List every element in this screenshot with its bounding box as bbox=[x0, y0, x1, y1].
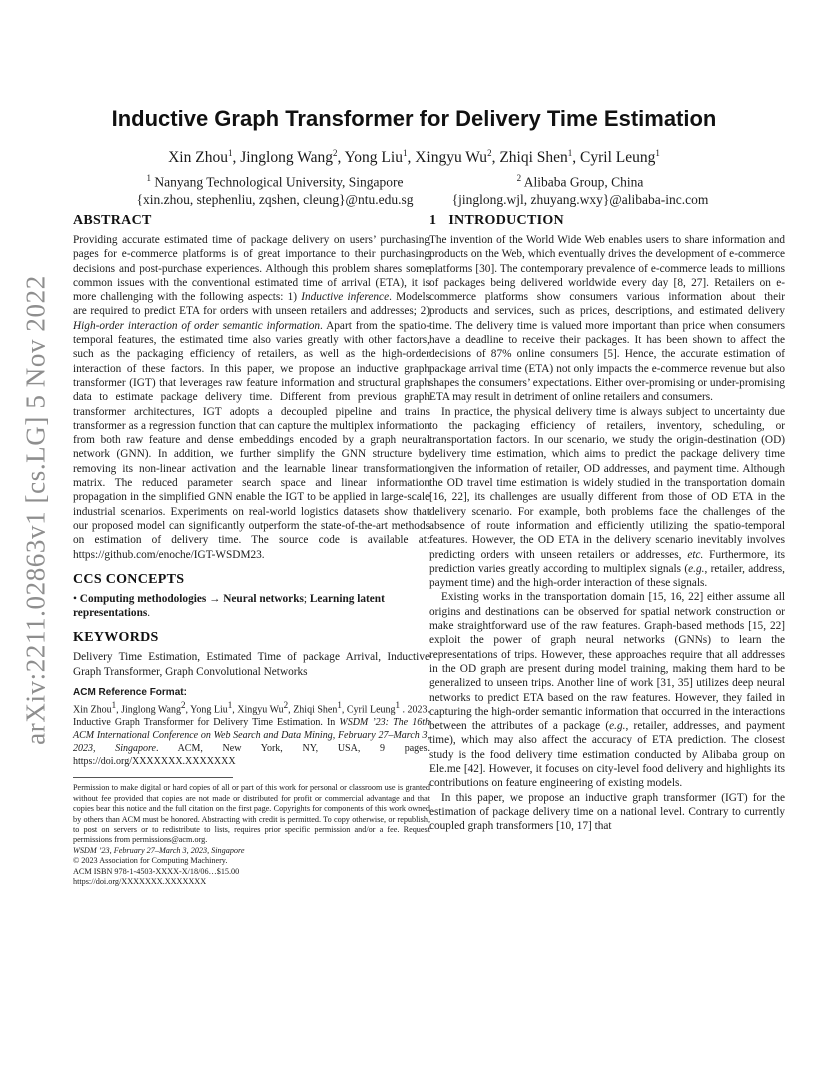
intro-text-part: In practice, the physical delivery time is always subject to uncertainty due to the packaging efficiency of retailers, inventory, scheduling, or transportation factors. In our scenario, we study the origin-destination (OD) delivery time estimation, which aims to predict the package delivery time given the information of retailer, OD addresses, and payment time. Although the OD travel time estimation is widely studied in the transportation domain [16, 22], its challenges are usually different from those of OD ETA in the delivery scenario. For example, both problems face the challenges of the absence of route information and efficiently utilizing the spatio-temporal features. However, the OD ETA in the delivery scenario inevitably involves predicting orders with unseen retailers or addresses, bbox=[429, 405, 785, 561]
isbn-line: ACM ISBN 978-1-4503-XXXX-X/18/06…$15.00 bbox=[73, 866, 240, 876]
permission-notice: Permission to make digital or hard copies of all or part of this work for personal or classroom use is granted without fee provided that copies are not made or distributed for profit or commercial advantage and that copies bear this notice and the full citation on the first page. Copyrights for components of this work owned by others than ACM must be honored. Abstracting with credit is permitted. To copy otherwise, or republish, to post on servers or to redistribute to lists, requires prior specific permission and/or a fee. Request permissions from permissions@acm.org. bbox=[73, 783, 430, 845]
ref-text: . ACM, New York, NY, USA, 9 pages. https://doi.org/XXXXXXX.XXXXXXX bbox=[73, 743, 430, 768]
acm-reference-heading: ACM Reference Format: bbox=[73, 687, 187, 699]
footnote-divider bbox=[73, 777, 233, 778]
keywords-text: Delivery Time Estimation, Estimated Time of package Arrival, Inductive Graph Transformer, Graph Convolutional Networks bbox=[73, 651, 430, 678]
ref-venue: WSDM ’23: The 16th ACM International Conference on Web Search and Data Mining, February 27–March 3, 2023, Singapore bbox=[73, 717, 430, 755]
ref-author: Jinglong Wang bbox=[121, 704, 181, 716]
intro-emphasis: e.g. bbox=[609, 720, 626, 733]
ref-author: Zhiqi Shen bbox=[293, 704, 338, 716]
arrow-right-icon: → bbox=[209, 592, 221, 605]
author-affiliation-mark: 1 bbox=[567, 148, 573, 158]
abstract-text-part: Providing accurate estimated time of package delivery on users’ purchasing pages for e-commerce platforms is of great importance to their purchasing decisions and post-purchase experiences. Although this problem shares some common issues with the conventional estimated time of arrival (ETA), it is more challenging with the following aspects: 1) bbox=[73, 234, 430, 304]
intro-text-part: Existing works in the transportation domain [15, 16, 22] either assume all origins and destinations can be observed for spatial network construction or make straightforward use of the raw features. Graph-based methods [15, 22] exploit the power of graph neural networks (GNNs) to learn the representations of trips. However, these approaches require that all addresses in the OD graph are present during model training, making them hard to be generalized to unseen trips. Another line of work [31, 35] utilizes deep neural networks to predict ETA based on the raw features. However, they failed in capturing the high-order semantic information that occurred in the interactions between the attributes of a package ( bbox=[429, 591, 785, 733]
author-affiliation-mark: 1 bbox=[227, 148, 233, 158]
author-affiliation-mark: 2 bbox=[332, 148, 338, 158]
author-list: Xin Zhou$^1$, Jinglong Wang$^2$, Yong Liu$^1$, Xingyu Wu$^2$, Zhiqi Shen$^1$, Cyril Leung$^1$ bbox=[168, 148, 660, 167]
affiliation-emails: {xin.zhou, stephenliu, zqshen, cleung}@ntu.edu.sg bbox=[136, 191, 414, 207]
abstract-text-part: . Apart from the spatio-temporal features, the estimated time also varies greatly with other factors, such as the packaging efficiency of retailers, as well as the high-order interaction of these factors. In this paper, we propose an inductive graph transformer (IGT) that leverages raw feature information and structural graph data to estimate package delivery time. Different from previous graph transformer architectures, IGT adopts a decoupled pipeline and trains transformer as a regression function that can capture the multiplex information from both raw feature and dense embeddings encoded by a graph neural network (GNN). In addition, we further simplify the GNN structure by removing its non-linear activation and the learnable linear transformation matrix. The reduced parameter search space and linear information propagation in the simplified GNN enable the IGT to be applied in large-scale industrial scenarios. Experiments on real-world logistics datasets show that our proposed model can significantly outperform the state-of-the-art methods on estimation of delivery time. The source code is available at: https://github.com/enoche/IGT-WSDM23. bbox=[73, 319, 431, 561]
intro-emphasis: e.g. bbox=[688, 562, 705, 575]
affiliation-alibaba bbox=[430, 170, 730, 208]
conference-line bbox=[73, 846, 430, 856]
copyright-line: © 2023 Association for Computing Machinery. bbox=[73, 856, 228, 866]
author-name: Xin Zhou bbox=[168, 149, 228, 167]
intro-paragraph: In this paper, we propose an inductive graph transformer (IGT) for the estimation of package delivery time on a national level. Contrary to currently coupled graph transformers [10, 17] that bbox=[429, 791, 785, 833]
ref-text: . 2023. Inductive Graph Transformer for Delivery Time Estimation. In bbox=[73, 704, 431, 729]
abstract-heading: ABSTRACT bbox=[73, 213, 152, 228]
abstract-emphasis: High-order interaction of order semantic information bbox=[73, 319, 321, 332]
right-column bbox=[429, 213, 785, 833]
introduction-heading bbox=[429, 213, 785, 229]
acm-reference-text: Xin Zhou$^1$, Jinglong Wang$^2$, Yong Liu$^1$, Xingyu Wu$^2$, Zhiqi Shen$^1$, Cyril Leung$^1$ . 2023. Inductive Graph Transformer for Delivery Time Estimation. In WSDM ’23: The 16th ACM International Conference on Web Search and Data Mining, February 27–March 3, 2023, Singapore. ACM, New York, NY, USA, 9 pages. https://doi.org/XXXXXXX.XXXXXXX bbox=[73, 700, 431, 768]
author-name: Xingyu Wu bbox=[415, 149, 488, 167]
ref-author: Yong Liu bbox=[190, 704, 228, 716]
arxiv-identifier bbox=[8, 250, 64, 770]
left-column bbox=[73, 213, 430, 887]
ref-author: Xin Zhou bbox=[73, 704, 112, 716]
ccs-item: Computing methodologies bbox=[79, 592, 207, 605]
author-name: Yong Liu bbox=[344, 149, 403, 167]
ref-author: Cyril Leung bbox=[346, 704, 396, 716]
paper-title: Inductive Graph Transformer for Delivery Time Estimation bbox=[111, 106, 717, 131]
ccs-heading: CCS CONCEPTS bbox=[73, 571, 185, 587]
affiliation-name: Alibaba Group, China bbox=[523, 174, 644, 190]
intro-emphasis: etc. bbox=[687, 548, 704, 561]
affiliation-emails: {jinglong.wjl, zhuyang.wxy}@alibaba-inc.com bbox=[451, 191, 709, 207]
author-name: Zhiqi Shen bbox=[499, 149, 568, 167]
keywords-heading: KEYWORDS bbox=[73, 630, 159, 646]
abstract-emphasis: Inductive inference bbox=[301, 291, 390, 304]
intro-text-part: Furthermore, its prediction varies greatly according to multiplex signals ( bbox=[429, 548, 785, 575]
ccs-concepts: • Computing methodologies → Neural networks; Learning latent representations. bbox=[73, 592, 385, 620]
ccs-item: Neural networks bbox=[223, 592, 304, 605]
affiliation-mark: 2 bbox=[516, 173, 522, 183]
ccs-item: Learning latent representations bbox=[73, 592, 385, 620]
intro-text-part: , retailer, address, payment time) and the high-order interaction of these signals. bbox=[429, 562, 785, 590]
section-number: 1 bbox=[429, 213, 437, 228]
intro-paragraph: The invention of the World Wide Web enables users to share information and products on the Web, which eventually drives the development of e-commerce platforms [30]. The contemporary prevalence of e-commerce leads to millions of packages being delivered worldwide every day [8, 27]. Retailers on e-commerce platforms show consumers various information about their products and services, such as prices, descriptions, and estimated delivery time. The delivery time is valued more important than price when consumers have a deadline to receive their packages. It has been shown to affect the decisions of 87% online consumers [5]. Hence, the accurate estimation of package arrival time (ETA) not only impacts the e-commerce revenue but also shapes the consumers’ expectations. Either over-promising or under-promising ETA may result in detriment of online retailers and consumers. bbox=[429, 234, 785, 404]
abstract-text-part: . Models are required to predict ETA for orders with unseen retailers and addresses; 2) bbox=[73, 291, 430, 318]
author-name: Cyril Leung bbox=[580, 149, 656, 167]
affiliation-ntu bbox=[120, 170, 430, 208]
affiliation-name: Nanyang Technological University, Singapore bbox=[154, 174, 404, 190]
author-name: Jinglong Wang bbox=[240, 149, 333, 167]
ref-author: Xingyu Wu bbox=[237, 704, 284, 716]
author-affiliation-mark: 2 bbox=[487, 148, 492, 158]
bullet-icon: • bbox=[73, 592, 77, 605]
intro-paragraph bbox=[429, 590, 785, 790]
intro-paragraph bbox=[429, 405, 785, 591]
section-title: INTRODUCTION bbox=[448, 213, 564, 228]
author-affiliation-mark: 1 bbox=[402, 148, 408, 158]
conference-text: WSDM ’23, February 27–March 3, 2023, Singapore bbox=[73, 845, 245, 855]
doi-line: https://doi.org/XXXXXXX.XXXXXXX bbox=[73, 877, 207, 886]
affiliation-mark: 1 bbox=[146, 173, 151, 183]
arxiv-identifier-text: arXiv:2211.02863v1 [cs.LG] 5 Nov 2022 bbox=[20, 275, 51, 745]
abstract-text bbox=[73, 233, 430, 562]
author-affiliation-mark: 1 bbox=[655, 148, 660, 158]
intro-text-part: , retailer, addresses, and payment time), which may also affect the accuracy of ETA prediction. The closest study is the food delivery time estimation conducted by Alibaba group on Ele.me [42]. However, it focuses on city-level food delivery and highlights its contributions on feature engineering of existing models. bbox=[429, 720, 785, 790]
